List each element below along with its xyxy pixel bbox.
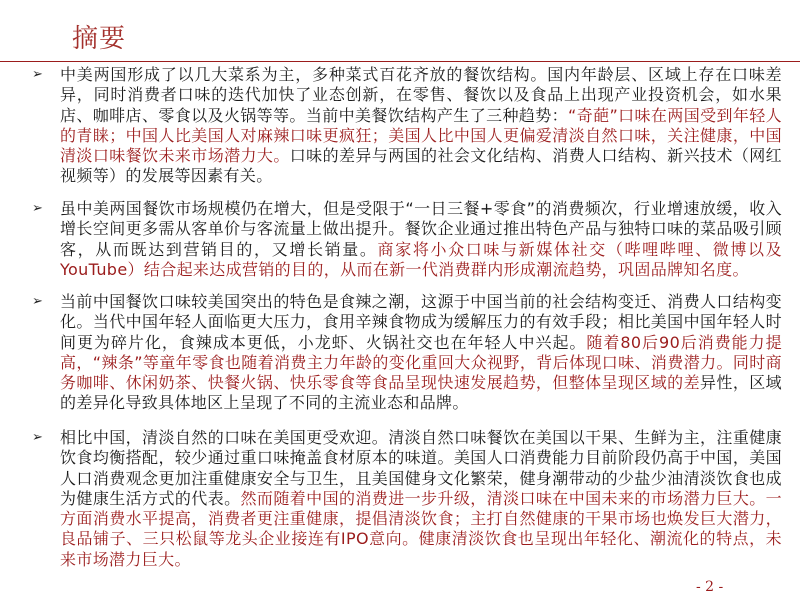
bullet-highlight-text: 商家将小众口味与新媒体社交（哔哩哔哩、微博以及YouTube）结合起来达成营销的目的，从而在新一代消费群内形成潮流趋势，巩固品牌知名度。 [60,239,782,279]
arrow-bullet-icon [32,292,43,312]
arrow-bullet-icon [32,199,43,219]
bullet-highlight-text: “奇葩”口味在两国受到年轻人的青睐；中国人比美国人对麻辣口味更疯狂；美国人比中国人更偏爱清淡自然口味，关注健康，中国清淡口味餐饮未来市场潜力大。 [60,105,782,166]
bullet-text: 中美两国形成了以几大菜系为主，多种菜式百花齐放的餐饮结构。国内年龄层、区域上存在口味差异，同时消费者口味的迭代加快了业态创新，在零售、餐饮以及食品上出现产业投资机会，如水果店、咖啡店、零食以及火锅等等。当前中美餐饮结构产生了三种趋势： [60,65,782,125]
arrow-bullet-icon [32,65,43,85]
bullet-highlight-text: 随着80后90后消费能力提高，“辣条”等童年零食也随着消费主力年龄的变化重回大众视野，背后体现口味、消费潜力。同时商务咖啡、休闲奶茶、快餐火锅、快乐零食等食品呈现快速发展趋势，但整体呈现区域的差 [60,332,782,393]
summary-bullet-1 [60,65,782,187]
bullet-text: 当前中国餐饮口味较美国突出的特色是食辣之潮，这源于中国当前的社会结构变迁、消费人口结构变化。当代中国年轻人面临更大压力，食用辛辣食物成为缓解压力的有效手段；相比美国中国年轻人时间更为碎片化，食辣成本更低，小龙虾、火锅社交也在年轻人中兴起。 [60,292,782,352]
summary-bullet-4 [60,428,782,570]
bullet-text: 虽中美两国餐饮市场规模仍在增大，但是受限于“一日三餐+零食”的消费频次，行业增速放缓，收入增长空间更多需从客单价与客流量上做出提升。餐饮企业通过推出特色产品与独特口味的菜品吸引顾客，从而既达到营销目的，又增长销量。 [60,199,782,259]
summary-bullet-2 [60,199,782,280]
summary-bullet-3 [60,292,782,414]
title-divider [0,61,800,62]
bullet-text: 口味的差异与两国的社会文化结构、消费人口结构、新兴技术（网红视频等）的发展等因素有关。 [60,146,782,186]
bullet-text: 异性，区域的差异化导致具体地区上呈现了不同的主流业态和品牌。 [60,373,782,413]
page-number: - 2 - [696,579,724,595]
bullet-highlight-text: 然而随着中国的消费进一步升级，清淡口味在中国未来的市场潜力巨大。一方面消费水平提高，消费者更注重健康，提倡清淡饮食；主打自然健康的干果市场也焕发巨大潜力，良品铺子、三只松鼠等龙头企业接连有IPO意向。健康清淡饮食也呈现出年轻化、潮流化的特点，未来市场潜力巨大。 [60,488,782,569]
bullet-text: 相比中国，清淡自然的口味在美国更受欢迎。清淡自然口味餐饮在美国以干果、生鲜为主，注重健康饮食均衡搭配，较少通过重口味掩盖食材原本的味道。美国人口消费能力目前阶段仍高于中国，美国人口消费观念更加注重健康安全与卫生，且美国健身文化繁荣，健身潮带动的少盐少油清淡饮食也成为健康生活方式的代表。 [60,428,782,508]
page-title: 摘要 [72,24,127,54]
arrow-bullet-icon [32,428,43,448]
